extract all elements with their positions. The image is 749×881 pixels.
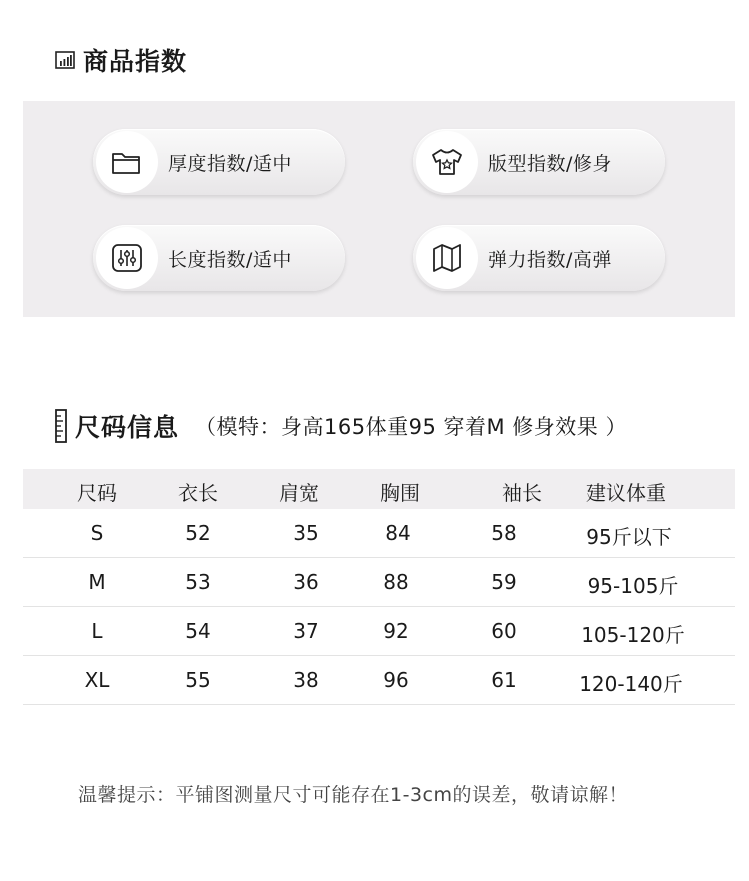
cell-weight: 95斤以下	[586, 525, 672, 549]
fit-index-label: 版型指数/修身	[488, 152, 612, 175]
size-section-heading: 尺码信息	[75, 413, 180, 442]
table-row	[23, 558, 735, 607]
table-row	[23, 509, 735, 558]
cell-chest: 96	[383, 668, 409, 692]
cell-shoulder: 37	[293, 619, 319, 643]
table-header	[23, 469, 735, 509]
model-info: （模特：身高165体重95 穿着M 修身效果 ）	[195, 415, 627, 439]
header-size: 尺码	[77, 481, 117, 505]
folded-map-icon	[428, 239, 466, 277]
cell-length: 54	[185, 619, 211, 643]
size-section-title	[55, 406, 627, 446]
tshirt-icon	[428, 143, 466, 181]
cell-length: 53	[185, 570, 211, 594]
length-index-pill	[93, 225, 345, 291]
equalizer-icon	[108, 239, 146, 277]
index-section-heading: 商品指数	[83, 47, 188, 76]
table-row	[23, 656, 735, 705]
cell-sleeve: 58	[491, 521, 517, 545]
cell-chest: 88	[383, 570, 409, 594]
header-shoulder: 肩宽	[279, 481, 319, 505]
size-table	[23, 469, 735, 705]
index-panel	[23, 101, 735, 317]
measurement-tip: 温馨提示：平铺图测量尺寸可能存在1-3cm的误差，敬请谅解！	[78, 784, 628, 806]
cell-weight: 105-120斤	[581, 623, 685, 647]
folder-icon	[108, 143, 146, 181]
thickness-index-pill	[93, 129, 345, 195]
index-section-title	[55, 42, 187, 78]
header-length: 衣长	[178, 481, 218, 505]
cell-size: XL	[84, 668, 110, 692]
cell-sleeve: 61	[491, 668, 517, 692]
stretch-index-label: 弹力指数/高弹	[488, 248, 612, 271]
header-weight: 建议体重	[586, 481, 666, 505]
bar-chart-icon	[55, 51, 75, 69]
stretch-index-pill	[413, 225, 665, 291]
cell-size: L	[91, 619, 103, 643]
cell-chest: 92	[383, 619, 409, 643]
fit-index-pill	[413, 129, 665, 195]
cell-shoulder: 38	[293, 668, 319, 692]
cell-chest: 84	[385, 521, 411, 545]
cell-weight: 120-140斤	[579, 672, 683, 696]
header-chest: 胸围	[380, 481, 420, 505]
length-index-label: 长度指数/适中	[168, 248, 292, 271]
ruler-icon	[55, 409, 67, 443]
table-row	[23, 607, 735, 656]
cell-shoulder: 35	[293, 521, 319, 545]
cell-size: S	[90, 521, 104, 545]
cell-size: M	[88, 570, 106, 594]
cell-weight: 95-105斤	[587, 574, 679, 598]
cell-shoulder: 36	[293, 570, 319, 594]
thickness-index-label: 厚度指数/适中	[168, 152, 292, 175]
cell-sleeve: 59	[491, 570, 517, 594]
cell-length: 52	[185, 521, 211, 545]
cell-length: 55	[185, 668, 211, 692]
header-sleeve: 袖长	[502, 481, 542, 505]
cell-sleeve: 60	[491, 619, 517, 643]
